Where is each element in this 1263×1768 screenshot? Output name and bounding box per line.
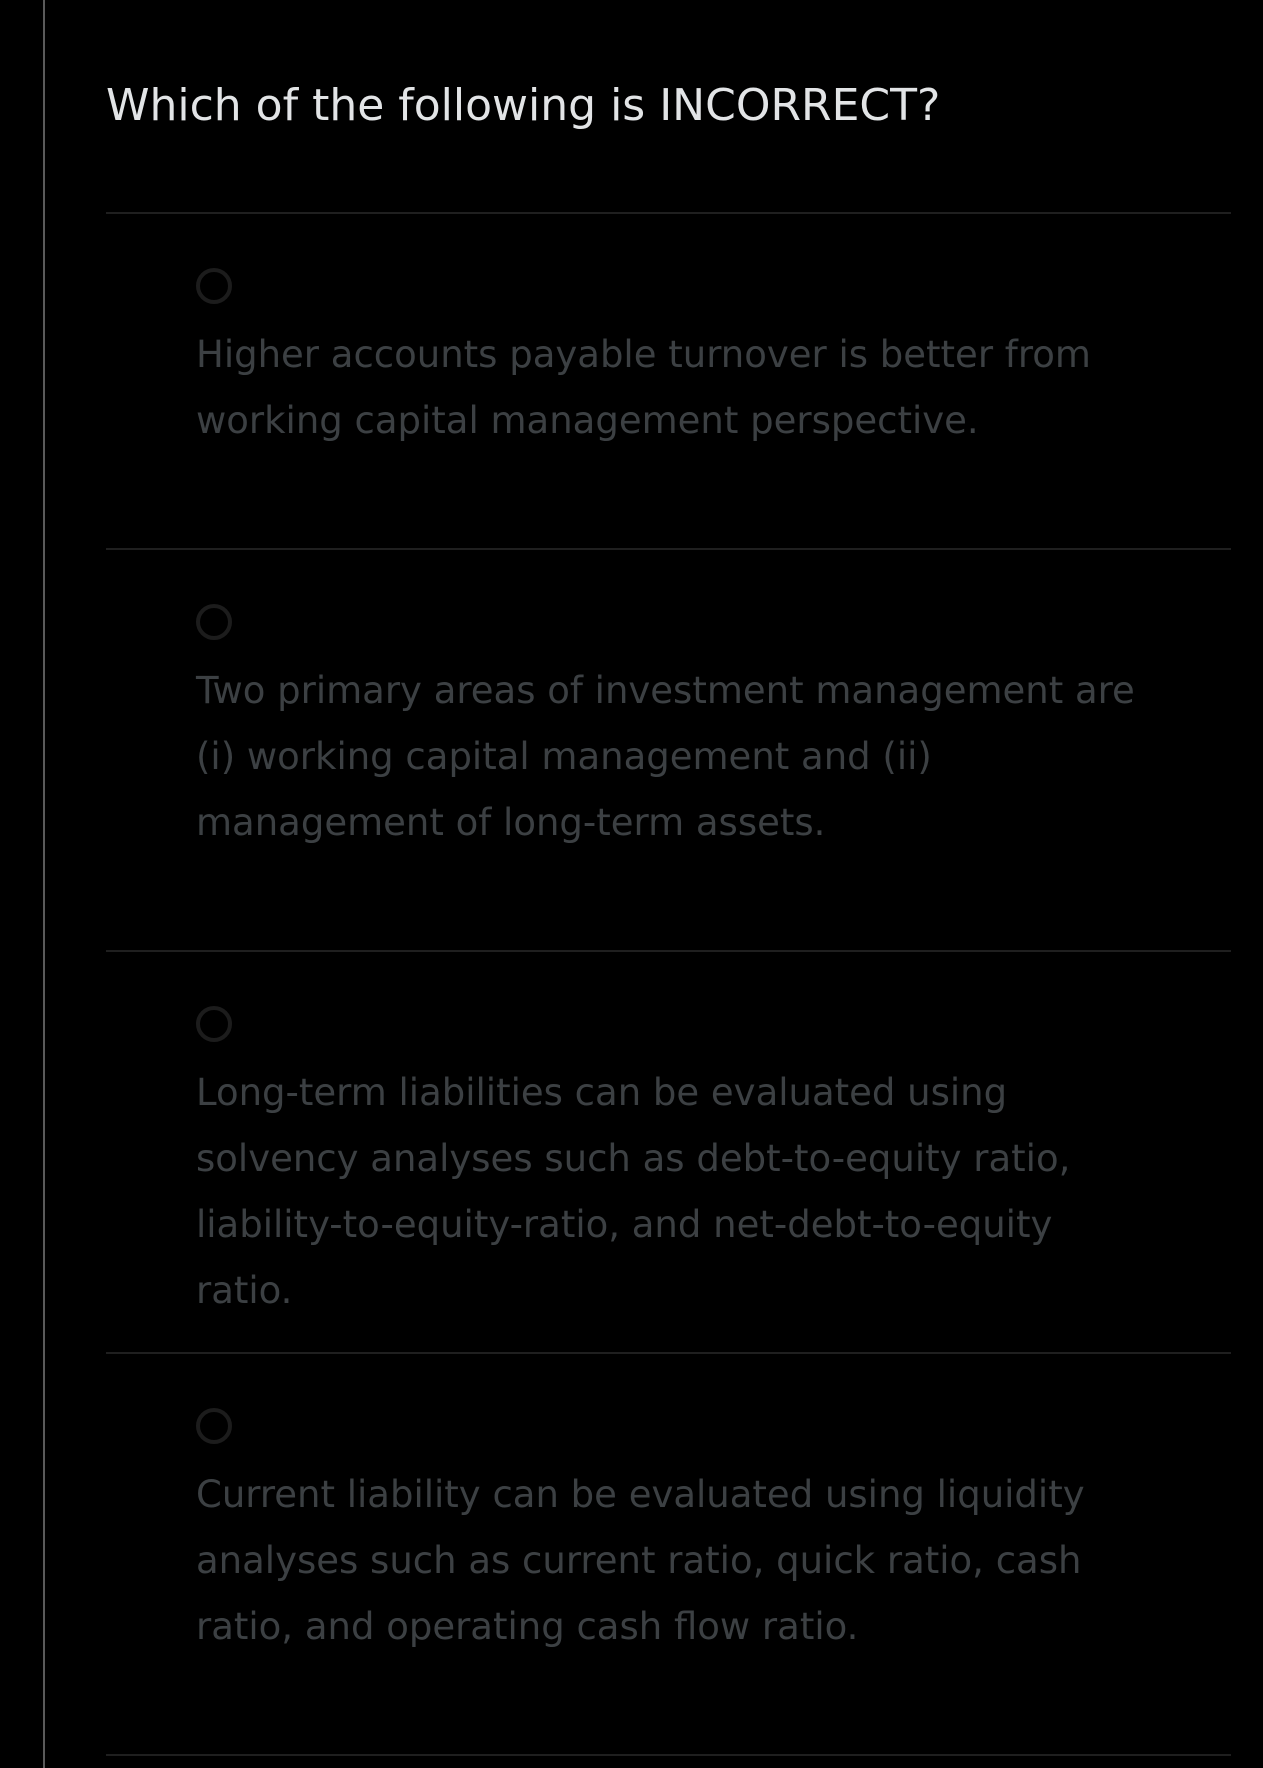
options-bottom-divider	[106, 1754, 1231, 1756]
left-border-rule	[43, 0, 45, 1768]
radio-button-icon[interactable]	[196, 268, 232, 304]
answer-option-label[interactable]: Current liability can be evaluated using liquidity analyses such as current ratio, quick ratio, cash ratio, and operating cash flow ratio.	[196, 1473, 1085, 1648]
answer-option-4[interactable]	[106, 1352, 1231, 1754]
question-text: Which of the following is INCORRECT?	[106, 80, 941, 131]
radio-button-icon[interactable]	[196, 1006, 232, 1042]
answer-option-label[interactable]: Higher accounts payable turnover is better from working capital management perspective.	[196, 333, 1091, 442]
answer-option-label[interactable]: Two primary areas of investment management are (i) working capital management and (ii) management of long-term assets.	[196, 669, 1135, 844]
radio-button-icon[interactable]	[196, 1408, 232, 1444]
answer-options-list	[106, 212, 1231, 1756]
answer-option-1[interactable]	[106, 212, 1231, 548]
answer-option-3[interactable]	[106, 950, 1231, 1352]
answer-option-label[interactable]: Long-term liabilities can be evaluated using solvency analyses such as debt-to-equity ratio, liability-to-equity-ratio, and net-debt-to-equity ratio.	[196, 1071, 1071, 1312]
radio-button-icon[interactable]	[196, 604, 232, 640]
answer-option-2[interactable]	[106, 548, 1231, 950]
